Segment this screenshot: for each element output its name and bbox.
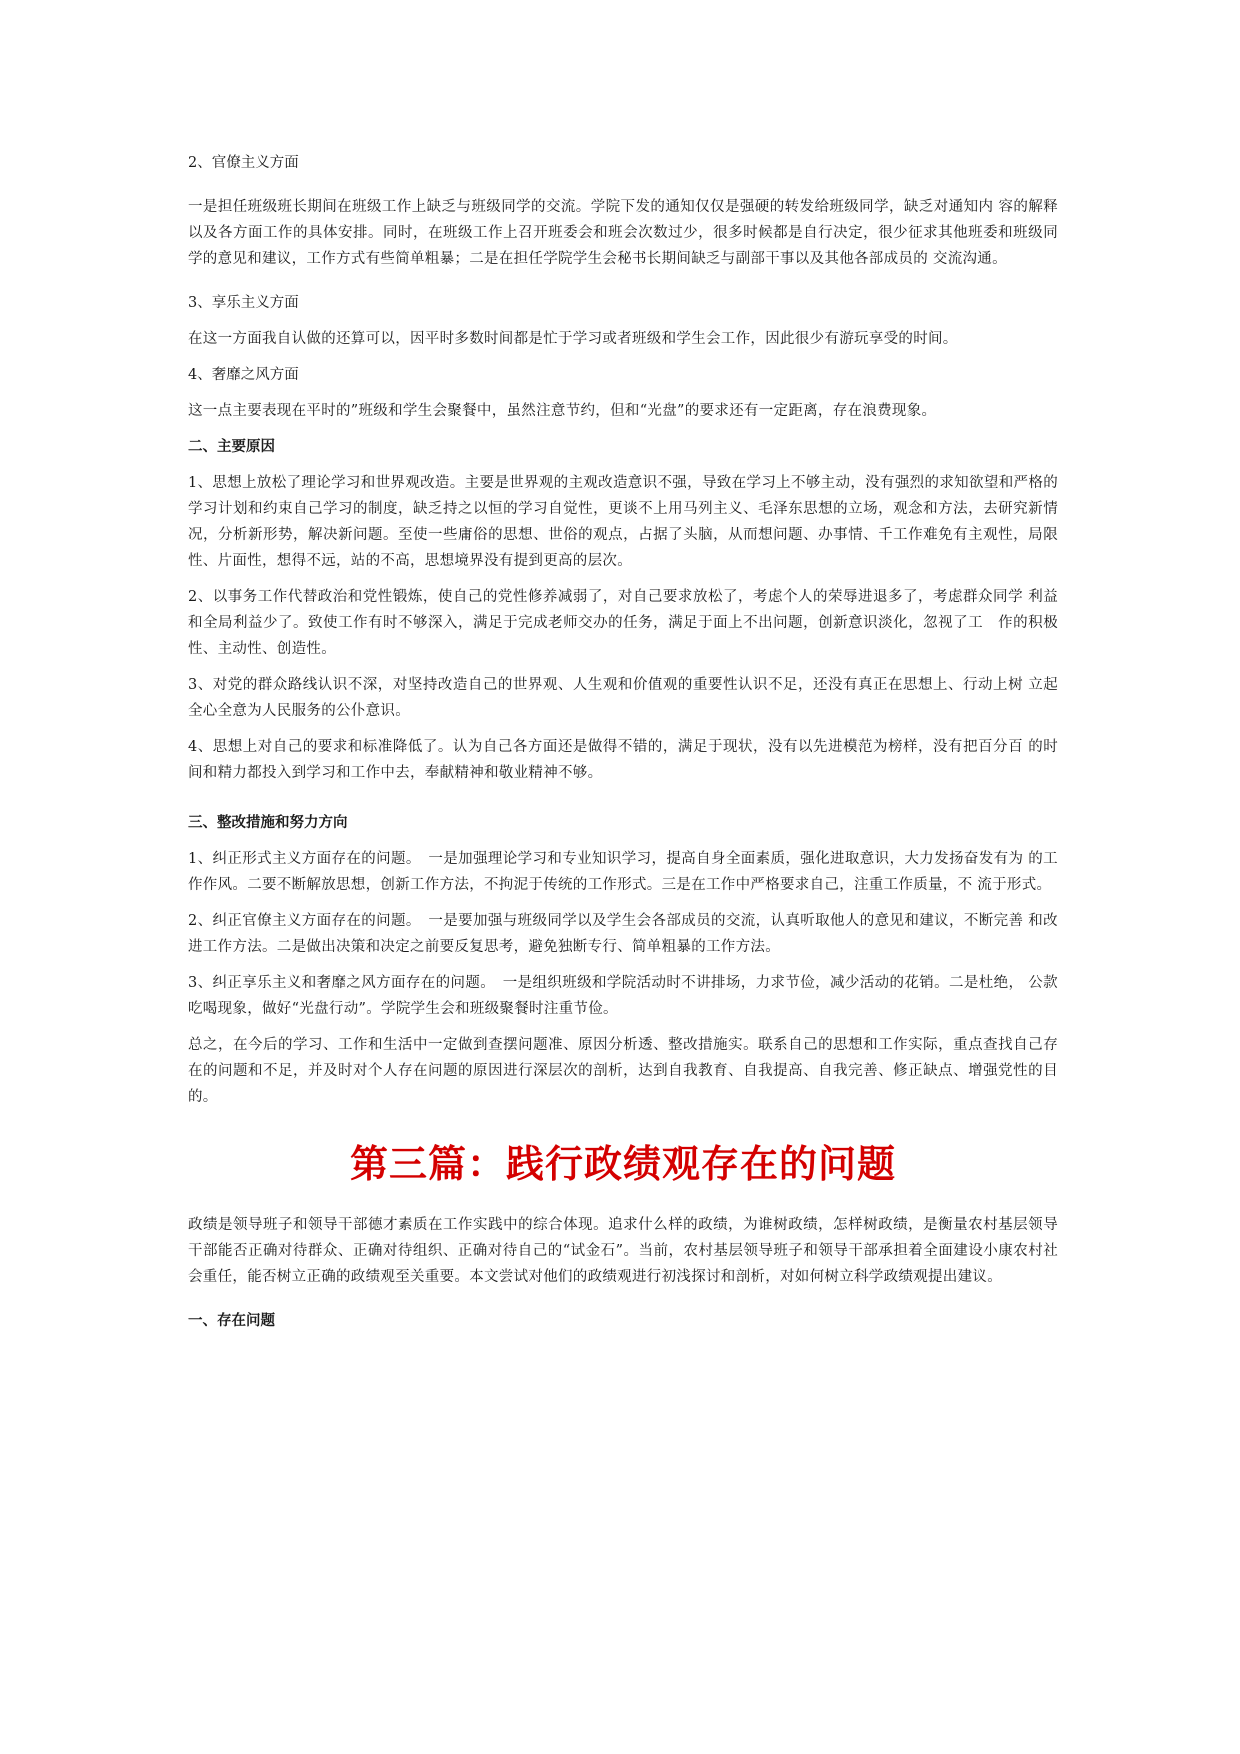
cause-item-4: 4、思想上对自己的要求和标准降低了。认为自己各方面还是做得不错的，满足于现状，没有以先进模范为榜样，没有把百分百 的时间和精力都投入到学习和工作中去，奉献精神和敬业精神不够。 (188, 739, 1058, 781)
section-4-title: 4、奢靡之风方面 (188, 367, 299, 383)
part3-heading-1: 一、存在问题 (188, 1313, 275, 1329)
cause-item-2: 2、以事务工作代替政治和党性锻炼，使自己的党性修养减弱了，对自己要求放松了，考虑个人的荣辱进退多了，考虑群众同学 利益和全局利益少了。致使工作有时不够深入，满足于完成老师交办的任务，满足于面上不出问题，创新意识淡化，忽视了工 作的积极性、主动性、创造性。 (188, 589, 1058, 657)
cause-item-1: 1、思想上放松了理论学习和世界观改造。主要是世界观的主观改造意识不强，导致在学习上不够主动，没有强烈的求知欲望和严格的学习计划和约束自己学习的制度，缺乏持之以恒的学习自觉性，更谈不上用马列主义、毛泽东思想的立场，观念和方法，去研究新情况，分析新形势，解决新问题。至使一些庸俗的思想、世俗的观点，占据了头脑，从而想问题、办事情、千工作难免有主观性，局限性、片面性，想得不远，站的不高，思想境界没有提到更高的层次。 (188, 475, 1058, 569)
section-2-title: 2、官僚主义方面 (188, 155, 299, 171)
section-3-body: 在这一方面我自认做的还算可以，因平时多数时间都是忙于学习或者班级和学生会工作，因此很少有游玩享受的时间。 (188, 331, 958, 347)
conclusion-paragraph: 总之，在今后的学习、工作和生活中一定做到查摆问题准、原因分析透、整改措施实。联系自己的思想和工作实际，重点查找自己存在的问题和不足，并及时对个人存在问题的原因进行深层次的剖析，达到自我教育、自我提高、自我完善、修正缺点、增强党性的目的。 (188, 1037, 1058, 1105)
section-3-title: 3、享乐主义方面 (188, 295, 299, 311)
section-4-body: 这一点主要表现在平时的”班级和学生会聚餐中，虽然注意节约，但和“光盘”的要求还有一定距离，存在浪费现象。 (188, 403, 937, 419)
part3-intro: 政绩是领导班子和领导干部德才素质在工作实践中的综合体现。追求什么样的政绩，为谁树政绩，怎样树政绩，是衡量农村基层领导干部能否正确对待群众、正确对待组织、正确对待自己的“试金石”。当前，农村基层领导班子和领导干部承担着全面建设小康农村社会重任，能否树立正确的政绩观至关重要。本文尝试对他们的政绩观进行初浅探讨和剖析，对如何树立科学政绩观提出建议。 (188, 1217, 1058, 1285)
measures-heading: 三、整改措施和努力方向 (188, 815, 348, 831)
part3-title: 第三篇：践行政绩观存在的问题 (349, 1141, 896, 1186)
section-2-body: 一是担任班级班长期间在班级工作上缺乏与班级同学的交流。学院下发的通知仅仅是强硬的转发给班级同学，缺乏对通知内 容的解释以及各方面工作的具体安排。同时，在班级工作上召开班委会和班会次数过少，很多时候都是自行决定，很少征求其他班委和班级同学的意见和建议，工作方式有些简单粗暴；二是在担任学院学生会秘书长期间缺乏与副部干事以及其他各部成员的 交流沟通。 (188, 199, 1058, 267)
measure-item-3: 3、纠正享乐主义和奢靡之风方面存在的问题。 一是组织班级和学院活动时不讲排场，力求节俭，减少活动的花销。二是杜绝， 公款吃喝现象，做好“光盘行动”。学院学生会和班级聚餐时注重节俭。 (188, 975, 1058, 1017)
measure-item-1: 1、纠正形式主义方面存在的问题。 一是加强理论学习和专业知识学习，提高自身全面素质，强化进取意识，大力发扬奋发有为 的工作作风。二要不断解放思想，创新工作方法，不拘泥于传统的工作形式。三是在工作中严格要求自己，注重工作质量，不 流于形式。 (188, 851, 1058, 893)
measure-item-2: 2、纠正官僚主义方面存在的问题。 一是要加强与班级同学以及学生会各部成员的交流，认真听取他人的意见和建议，不断完善 和改进工作方法。二是做出决策和决定之前要反复思考，避免独断专行、简单粗暴的工作方法。 (188, 913, 1058, 955)
document-page (188, 150, 1058, 1334)
cause-item-3: 3、对党的群众路线认识不深，对坚持改造自己的世界观、人生观和价值观的重要性认识不足，还没有真正在思想上、行动上树 立起全心全意为人民服务的公仆意识。 (188, 677, 1058, 719)
causes-heading: 二、主要原因 (188, 439, 275, 455)
